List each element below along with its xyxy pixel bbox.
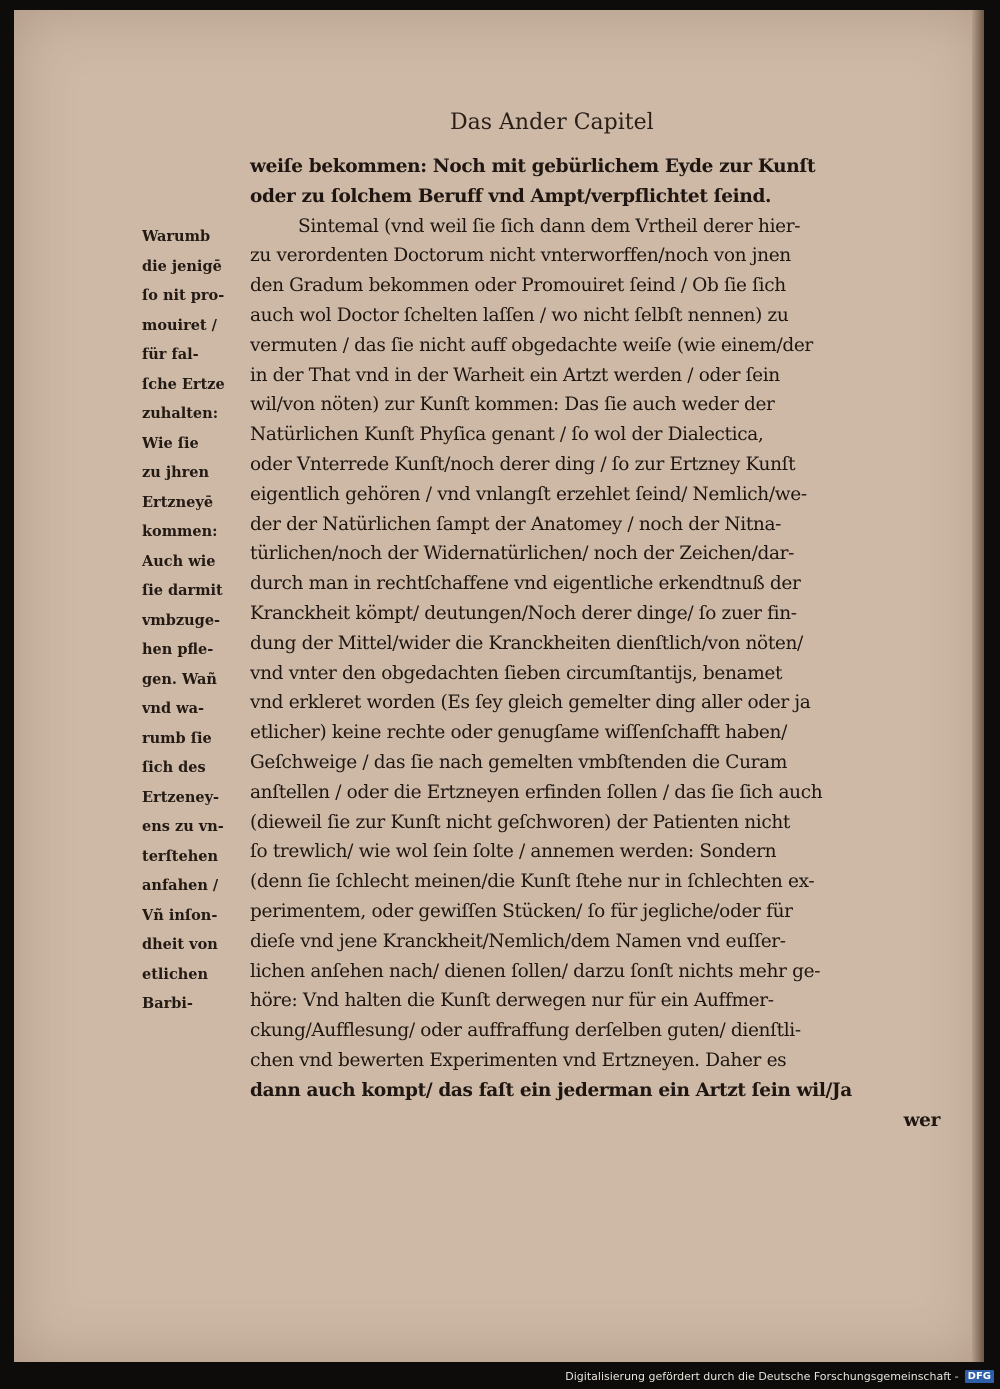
footer-credit: Digitalisierung gefördert durch die Deutsche Forschungsgemeinschaft -: [565, 1370, 959, 1383]
margin-note-line: dheit von: [142, 936, 218, 953]
body-text: [250, 152, 940, 1135]
body-line: perimentem, oder gewiſſen Stücken/ ſo für jegliche/oder für: [250, 900, 793, 922]
body-line: vnd vnter den obgedachten ſieben circumſtantijs, benamet: [250, 662, 783, 684]
body-line: weiſe bekommen: Noch mit gebürlichem Eyde zur Kunſt: [250, 156, 816, 177]
body-line: Natürlichen Kunſt Phyſica genant / ſo wol der Dialectica,: [250, 424, 764, 446]
margin-note-line: vnd wa-: [142, 700, 205, 717]
body-line: ckung/Aufflesung/ oder auffraffung derſelben guten/ dienſtli-: [250, 1020, 801, 1042]
body-line: anſtellen / oder die Ertzneyen erfinden ſollen / das ſie ſich auch: [250, 781, 823, 803]
body-line: Sintemal (vnd weil ſie ſich dann dem Vrtheil derer hier-: [298, 215, 801, 237]
margin-note-line: Wie ſie: [142, 434, 199, 452]
margin-note-line: Auch wie: [142, 552, 216, 570]
margin-note-line: zuhalten:: [142, 405, 219, 422]
margin-note-line: Ertzeney-: [142, 788, 220, 806]
margin-note-line: gen. Wañ: [142, 670, 217, 688]
page-edge: [972, 10, 984, 1362]
dfg-logo-icon: DFG: [965, 1370, 994, 1383]
body-line: Kranckheit kömpt/ deutungen/Noch derer dinge/ ſo zuer fin-: [250, 602, 797, 624]
body-line: türlichen/noch der Widernatürlichen/ noch der Zeichen/dar-: [250, 543, 795, 565]
body-line: wer: [903, 1109, 940, 1131]
margin-note-line: ſie darmit: [142, 582, 223, 599]
margin-note-line: terſtehen: [142, 847, 219, 865]
margin-note-line: rumb ſie: [142, 729, 212, 747]
body-line: lichen anſehen nach/ dienen ſollen/ darzu ſonſt nichts mehr ge-: [250, 960, 821, 982]
body-line: etlicher) keine rechte oder genugſame wiſſenſchafft haben/: [250, 722, 787, 744]
margin-note-line: Ertzneyē: [142, 493, 214, 511]
margin-note-line: Barbi-: [142, 995, 193, 1012]
margin-note-line: kommen:: [142, 523, 218, 540]
body-line: dung der Mittel/wider die Kranckheiten dienſtlich/von nöten/: [250, 632, 803, 654]
margin-note-line: Vñ inſon-: [142, 906, 218, 924]
body-line: in der That vnd in der Warheit ein Artzt werden / oder ſein: [250, 364, 780, 386]
margin-note-line: ſo nit pro-: [142, 287, 225, 304]
body-line: ſo trewlich/ wie wol ſein ſolte / annemen werden: Sondern: [250, 841, 777, 863]
body-line: oder zu ſolchem Beruff vnd Ampt/verpflichtet ſeind.: [250, 185, 772, 207]
body-line: dieſe vnd jene Kranckheit/Nemlich/dem Namen vnd euſſer-: [250, 930, 786, 952]
margin-note-line: etlichen: [142, 965, 209, 983]
body-line: vnd erkleret worden (Es ſey gleich gemelter ding aller oder ja: [250, 692, 811, 714]
body-line: wil/von nöten) zur Kunſt kommen: Das ſie auch weder der: [250, 394, 775, 416]
body-line: durch man in rechtſchaffene vnd eigentliche erkendtnuß der: [250, 573, 801, 595]
body-line: auch wol Doctor ſchelten laſſen / wo nicht ſelbſt nennen) zu: [250, 304, 789, 326]
body-line: vermuten / das ſie nicht auff obgedachte weiſe (wie einem/der: [250, 334, 813, 356]
body-line: höre: Vnd halten die Kunſt derwegen nur für ein Auffmer-: [250, 990, 774, 1012]
running-head: Das Ander Capitel: [450, 110, 654, 135]
margin-note-line: die jenigē: [142, 257, 222, 275]
body-line: (dieweil ſie zur Kunſt nicht geſchworen) der Patienten nicht: [250, 811, 791, 833]
margin-note-line: mouiret /: [142, 316, 217, 334]
body-line: eigentlich gehören / vnd vnlangſt erzehlet ſeind/ Nemlich/we-: [250, 483, 807, 505]
body-line: dann auch kompt/ das faſt ein jederman ein Artzt ſein wil/Ja: [250, 1079, 852, 1101]
margin-note-line: ſich des: [142, 759, 206, 776]
margin-note-line: ens zu vn-: [142, 818, 224, 835]
body-line: Geſchweige / das ſie nach gemelten vmbſtenden die Curam: [250, 751, 788, 773]
margin-note-line: ſche Ertze: [142, 375, 225, 393]
body-line: den Gradum bekommen oder Promouiret ſeind / Ob ſie ſich: [250, 275, 786, 297]
margin-note-line: Warumb: [142, 228, 211, 245]
body-line: der der Natürlichen ſampt der Anatomey / noch der Nitna-: [250, 513, 782, 535]
margin-note: [142, 222, 262, 1019]
footer-bar: [0, 1364, 1000, 1389]
body-line: zu verordenten Doctorum nicht vnterworffen/noch von jnen: [250, 245, 791, 267]
margin-note-line: zu jhren: [142, 464, 210, 481]
margin-note-line: für fal-: [142, 346, 199, 363]
margin-note-line: vmbzuge-: [142, 611, 221, 629]
margin-note-line: hen pfle-: [142, 641, 214, 658]
body-line: (denn ſie ſchlecht meinen/die Kunſt ſtehe nur in ſchlechten ex-: [250, 871, 815, 893]
margin-note-line: anfahen /: [142, 877, 219, 894]
body-line: chen vnd bewerten Experimenten vnd Ertzneyen. Daher es: [250, 1049, 787, 1071]
body-line: oder Vnterrede Kunſt/noch derer ding / ſo zur Ertzney Kunſt: [250, 453, 796, 475]
